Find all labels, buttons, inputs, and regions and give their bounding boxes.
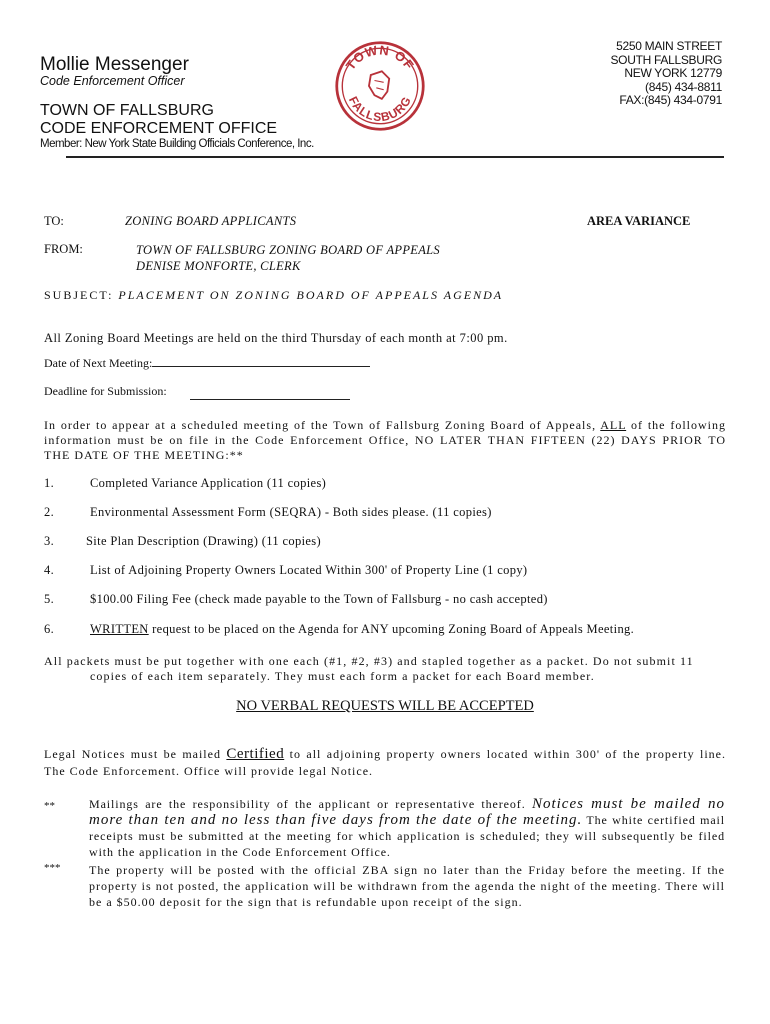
- office-name-line2: CODE ENFORCEMENT OFFICE: [40, 120, 278, 137]
- address-state-zip: NEW YORK 12779: [624, 66, 722, 81]
- seal-text-bottom: FALLSBURG: [345, 93, 415, 125]
- office-name: [40, 102, 277, 138]
- requirements-intro-a: In order to appear at a scheduled meeting of the Town of Fallsburg Zoning Board of Appeals,: [44, 418, 597, 432]
- list-item-text: Environmental Assessment Form (SEQRA) - Both sides please. (11 copies): [90, 505, 492, 519]
- from-line-2: DENISE MONFORTE, CLERK: [136, 259, 301, 273]
- list-item: [44, 476, 726, 492]
- mailing-note-a: Mailings are the responsibility of the applicant or representative thereof.: [89, 797, 526, 811]
- requirements-intro-b: of the following information must be on file in the Code Enforcement Office, NO LATER THAN FIFTEEN (22) DAYS PRIOR TO THE DATE OF THE MEETING:**: [44, 418, 727, 462]
- footnote-marker-1: **: [44, 800, 55, 812]
- subject-line: [44, 288, 503, 303]
- list-item: [44, 622, 726, 638]
- variance-type: AREA VARIANCE: [587, 214, 691, 228]
- town-seal-logo: [334, 40, 426, 132]
- list-item-text: Site Plan Description (Drawing) (11 copies): [86, 534, 322, 548]
- list-item-number: 2.: [44, 505, 55, 519]
- legal-notice-a: Legal Notices must be mailed: [44, 747, 221, 761]
- requirements-intro-all: ALL: [600, 418, 627, 432]
- from-line-1: TOWN OF FALLSBURG ZONING BOARD OF APPEALS: [136, 243, 440, 257]
- seal-text-top: TOWN OF: [342, 42, 418, 73]
- to-label: TO:: [44, 214, 64, 228]
- subject-label: SUBJECT:: [44, 288, 114, 302]
- list-item: [44, 505, 726, 521]
- address-city: SOUTH FALLSBURG: [610, 52, 722, 67]
- list-item-text: Completed Variance Application (11 copies): [90, 476, 327, 490]
- list-item-number: 5.: [44, 592, 55, 606]
- list-item-number: 4.: [44, 563, 55, 577]
- office-name-line1: TOWN OF FALLSBURG: [40, 102, 214, 119]
- mailing-note-emphasis: Notices must be mailed no more than ten and no less than five days from the date of the meeting.: [89, 796, 725, 828]
- to-value: ZONING BOARD APPLICANTS: [125, 214, 297, 228]
- from-label: FROM:: [44, 242, 83, 256]
- address-fax: FAX:(845) 434-0791: [619, 93, 722, 108]
- subject-value: PLACEMENT ON ZONING BOARD OF APPEALS AGENDA: [118, 288, 504, 302]
- mailing-note-b: The white certified mail receipts must be submitted at the meeting for which application is scheduled; they will subsequently be filed with the application in the Code Enforcement Office.: [89, 813, 726, 859]
- date-next-label: Date of Next Meeting:: [44, 356, 153, 370]
- list-item: [44, 534, 726, 550]
- deadline-blank: [190, 399, 350, 400]
- list-item-underlined: WRITTEN: [90, 622, 149, 636]
- requirements-intro: [44, 418, 726, 463]
- list-item: [44, 592, 726, 608]
- legal-notice: [44, 746, 726, 780]
- packet-instructions-line1: All packets must be put together with one each (#1, #2, #3) and stapled together as a packet. Do not submit 11: [44, 654, 694, 668]
- from-value: [136, 242, 440, 274]
- list-item-number: 3.: [44, 534, 55, 548]
- list-item-text: List of Adjoining Property Owners Located Within 300' of Property Line (1 copy): [90, 563, 528, 577]
- address-street: 5250 MAIN STREET: [616, 39, 722, 53]
- office-address: [610, 40, 722, 108]
- footnote-marker-2: ***: [44, 862, 61, 874]
- officer-title: Code Enforcement Officer: [40, 74, 185, 88]
- date-next-blank: [152, 356, 370, 367]
- legal-notice-b: to all adjoining property owners located within 300' of the property line. The Code Enforcement. Office will provide legal Notice.: [44, 747, 726, 778]
- list-item: [44, 563, 726, 579]
- officer-name: Mollie Messenger: [40, 54, 189, 75]
- list-item-number: 1.: [44, 476, 55, 490]
- no-verbal-notice: [0, 698, 770, 715]
- packet-instructions-line2: copies of each item separately. They must each form a packet for each Board member.: [90, 669, 595, 683]
- list-item-number: 6.: [44, 622, 55, 636]
- header-divider: [66, 156, 724, 158]
- legal-notice-certified: Certified: [226, 746, 285, 762]
- meeting-schedule: All Zoning Board Meetings are held on the third Thursday of each month at 7:00 pm.: [44, 331, 508, 345]
- address-phone: (845) 434-8811: [645, 79, 722, 94]
- no-verbal-text: NO VERBAL REQUESTS WILL BE ACCEPTED: [236, 698, 534, 714]
- mailing-note: [89, 796, 725, 860]
- membership-line: Member: New York State Building Officials Conference, Inc.: [40, 138, 314, 150]
- list-item-text: request to be placed on the Agenda for ANY upcoming Zoning Board of Appeals Meeting.: [148, 622, 635, 636]
- packet-instructions: [44, 654, 726, 684]
- date-next-meeting: [44, 356, 370, 371]
- list-item-text: $100.00 Filing Fee (check made payable to the Town of Fallsburg - no cash accepted): [90, 592, 548, 606]
- posting-note: The property will be posted with the official ZBA sign no later than the Friday before the meeting. If the property is not posted, the application will be withdrawn from the agenda the night of the meeting. There will be a $50.00 deposit for the sign that is refundable upon receipt of the sign.: [89, 863, 725, 909]
- deadline-label: Deadline for Submission:: [44, 384, 167, 398]
